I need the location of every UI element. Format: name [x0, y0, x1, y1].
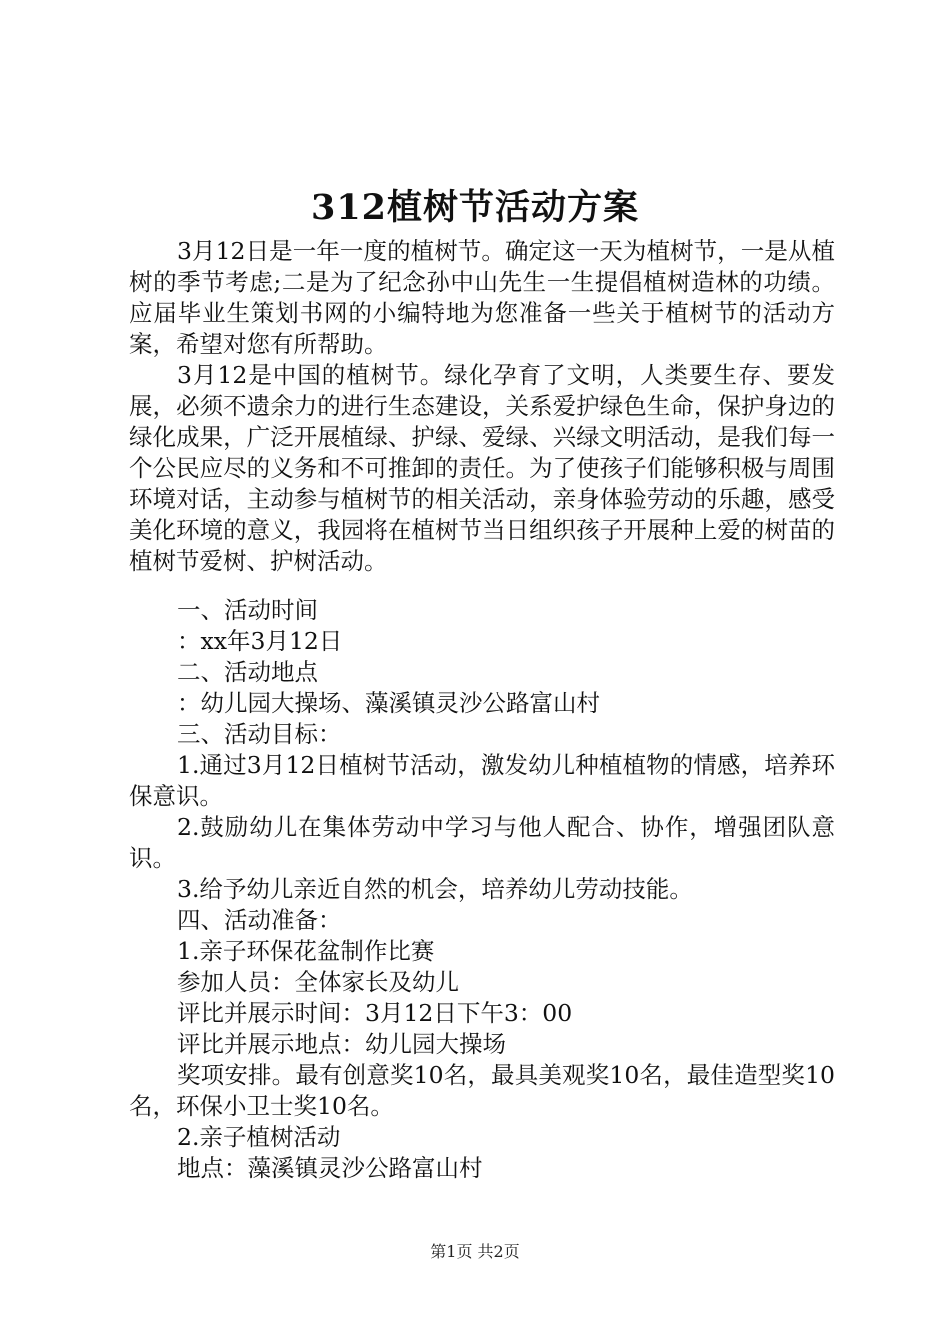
document-title: 312植树节活动方案 [310, 187, 640, 228]
paragraph-gap [129, 577, 835, 595]
section-heading-time: 一、活动时间 [177, 596, 318, 624]
judging-location-line: 评比并展示地点：幼儿园大操场 [177, 1030, 506, 1058]
intro-paragraph: 3月12日是一年一度的植树节。确定这一天为植树节，一是从植树的季节考虑;二是为了纪念孙中山先生一生提倡植树造林的功绩。应届毕业生策划书网的小编特地为您准备一些关于植树节的活动方案，希望对您有所帮助。 [129, 237, 835, 358]
activity-location: ：幼儿园大操场、藻溪镇灵沙公路富山村 [177, 689, 600, 717]
goal-item-3: 3.给予幼儿亲近自然的机会，培养幼儿劳动技能。 [177, 875, 693, 903]
document-body [129, 236, 835, 1184]
planting-location-line: 地点：藻溪镇灵沙公路富山村 [177, 1154, 483, 1182]
goal-item-1: 1.通过3月12日植树节活动，激发幼儿种植植物的情感，培养环保意识。 [129, 751, 835, 810]
goal-item-2: 2.鼓励幼儿在集体劳动中学习与他人配合、协作，增强团队意识。 [129, 813, 835, 872]
page-number-footer: 第1页 共2页 [430, 1242, 520, 1261]
preparation-item-2: 2.亲子植树活动 [177, 1123, 341, 1151]
activity-time: ：xx年3月12日 [177, 627, 343, 655]
judging-time-line: 评比并展示时间：3月12日下午3：00 [177, 999, 573, 1027]
background-paragraph: 3月12是中国的植树节。绿化孕育了文明，人类要生存、要发展，必须不遗余力的进行生态建设，关系爱护绿色生命，保护身边的绿化成果，广泛开展植绿、护绿、爱绿、兴绿文明活动，是我们每一个公民应尽的义务和不可推卸的责任。为了使孩子们能够积极与周围环境对话，主动参与植树节的相关活动，亲身体验劳动的乐趣，感受美化环境的意义，我园将在植树节当日组织孩子开展种上爱的树苗的植树节爱树、护树活动。 [129, 361, 835, 575]
preparation-item-1: 1.亲子环保花盆制作比赛 [177, 937, 435, 965]
awards-line: 奖项安排。最有创意奖10名，最具美观奖10名，最佳造型奖10名，环保小卫士奖10名。 [129, 1061, 835, 1120]
section-heading-goals: 三、活动目标： [177, 720, 342, 748]
section-heading-preparation: 四、活动准备： [177, 906, 342, 934]
participants-line: 参加人员：全体家长及幼儿 [177, 968, 459, 996]
section-heading-location: 二、活动地点 [177, 658, 318, 686]
